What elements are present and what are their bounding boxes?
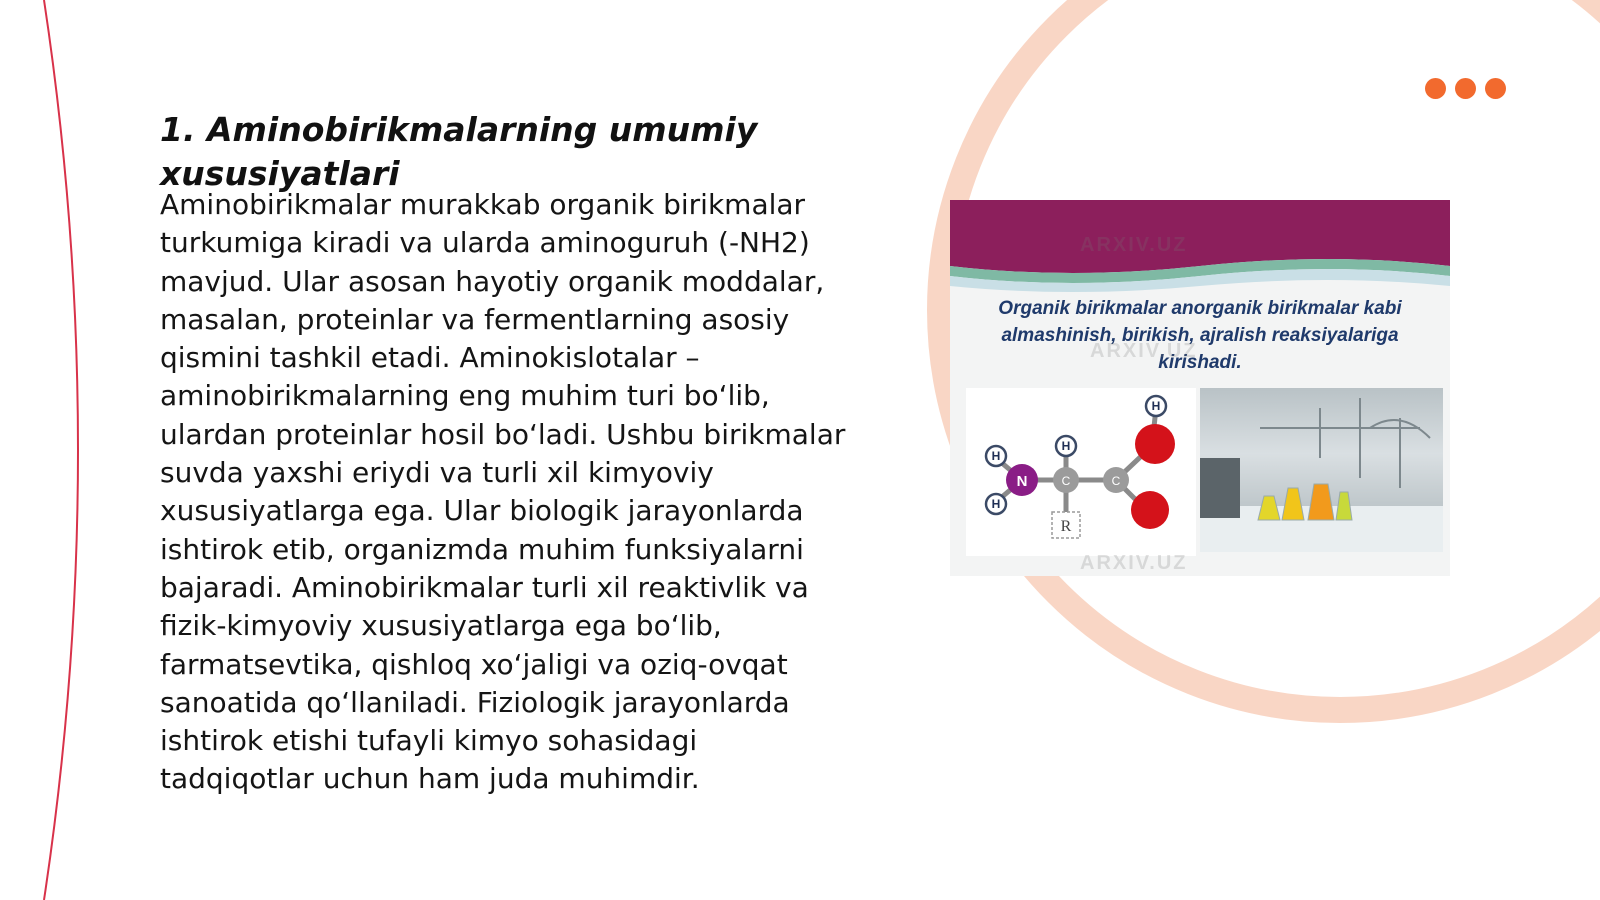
hydrogen-label: H xyxy=(991,449,1001,463)
chemistry-illustration xyxy=(950,200,1450,576)
dot xyxy=(1425,78,1446,99)
menu-dots-icon xyxy=(1425,78,1506,99)
watermark-text: ARXIV.UZ xyxy=(1090,340,1198,362)
laboratory-photo xyxy=(1200,388,1443,552)
radical-label: R xyxy=(1060,518,1072,535)
watermark-text: ARXIV.UZ xyxy=(1080,234,1188,256)
hydrogen-label: H xyxy=(1151,399,1161,413)
hydrogen-label: H xyxy=(991,497,1001,511)
dot xyxy=(1485,78,1506,99)
amino-acid-molecule xyxy=(966,388,1196,556)
illustration-caption: Organik birikmalar anorganik birikmalar kabi almashinish, birikish, ajralish reaksiyalariga kirishadi. xyxy=(998,298,1402,373)
carbon-label: C xyxy=(1111,474,1121,488)
oxygen-atom xyxy=(1135,424,1175,464)
carbon-label: C xyxy=(1061,474,1071,488)
left-accent-line xyxy=(44,0,78,900)
hydrogen-label: H xyxy=(1061,439,1071,453)
oxygen-atom xyxy=(1131,491,1169,529)
nitrogen-label: N xyxy=(1016,473,1028,490)
dot xyxy=(1455,78,1476,99)
slide-title: 1. Aminobirikmalarning umumiy xususiyatlari xyxy=(160,110,758,193)
purple-banner xyxy=(950,200,1450,300)
slide-body-text: Aminobirikmalar murakkab organik birikmalar turkumiga kiradi va ularda aminoguruh (-NH2) mavjud. Ular asosan hayotiy organik moddalar, masalan, proteinlar va fermentlarning asosiy qismini tashkil etadi. Aminokislotalar – aminobirikmalarning eng muhim turi bo‘lib, ulardan proteinlar hosil bo‘ladi. Ushbu birikmalar suvda yaxshi eriydi va turli xil kimyoviy xususiyatlarga ega. Ular biologik jarayonlarda ishtirok etib, organizmda muhim funksiyalarni bajaradi. Aminobirikmalar turli xil reaktivlik va fizik-kimyoviy xususiyatlarga ega bo‘lib, farmatsevtika, qishloq xo‘jaligi va oziq-ovqat sanoatida qo‘llaniladi. Fiziologik jarayonlarda ishtirok etishi tufayli kimyo sohasidagi tadqiqotlar uchun ham juda muhimdir. xyxy=(160,188,846,796)
watermark-text: ARXIV.UZ xyxy=(1080,552,1188,574)
